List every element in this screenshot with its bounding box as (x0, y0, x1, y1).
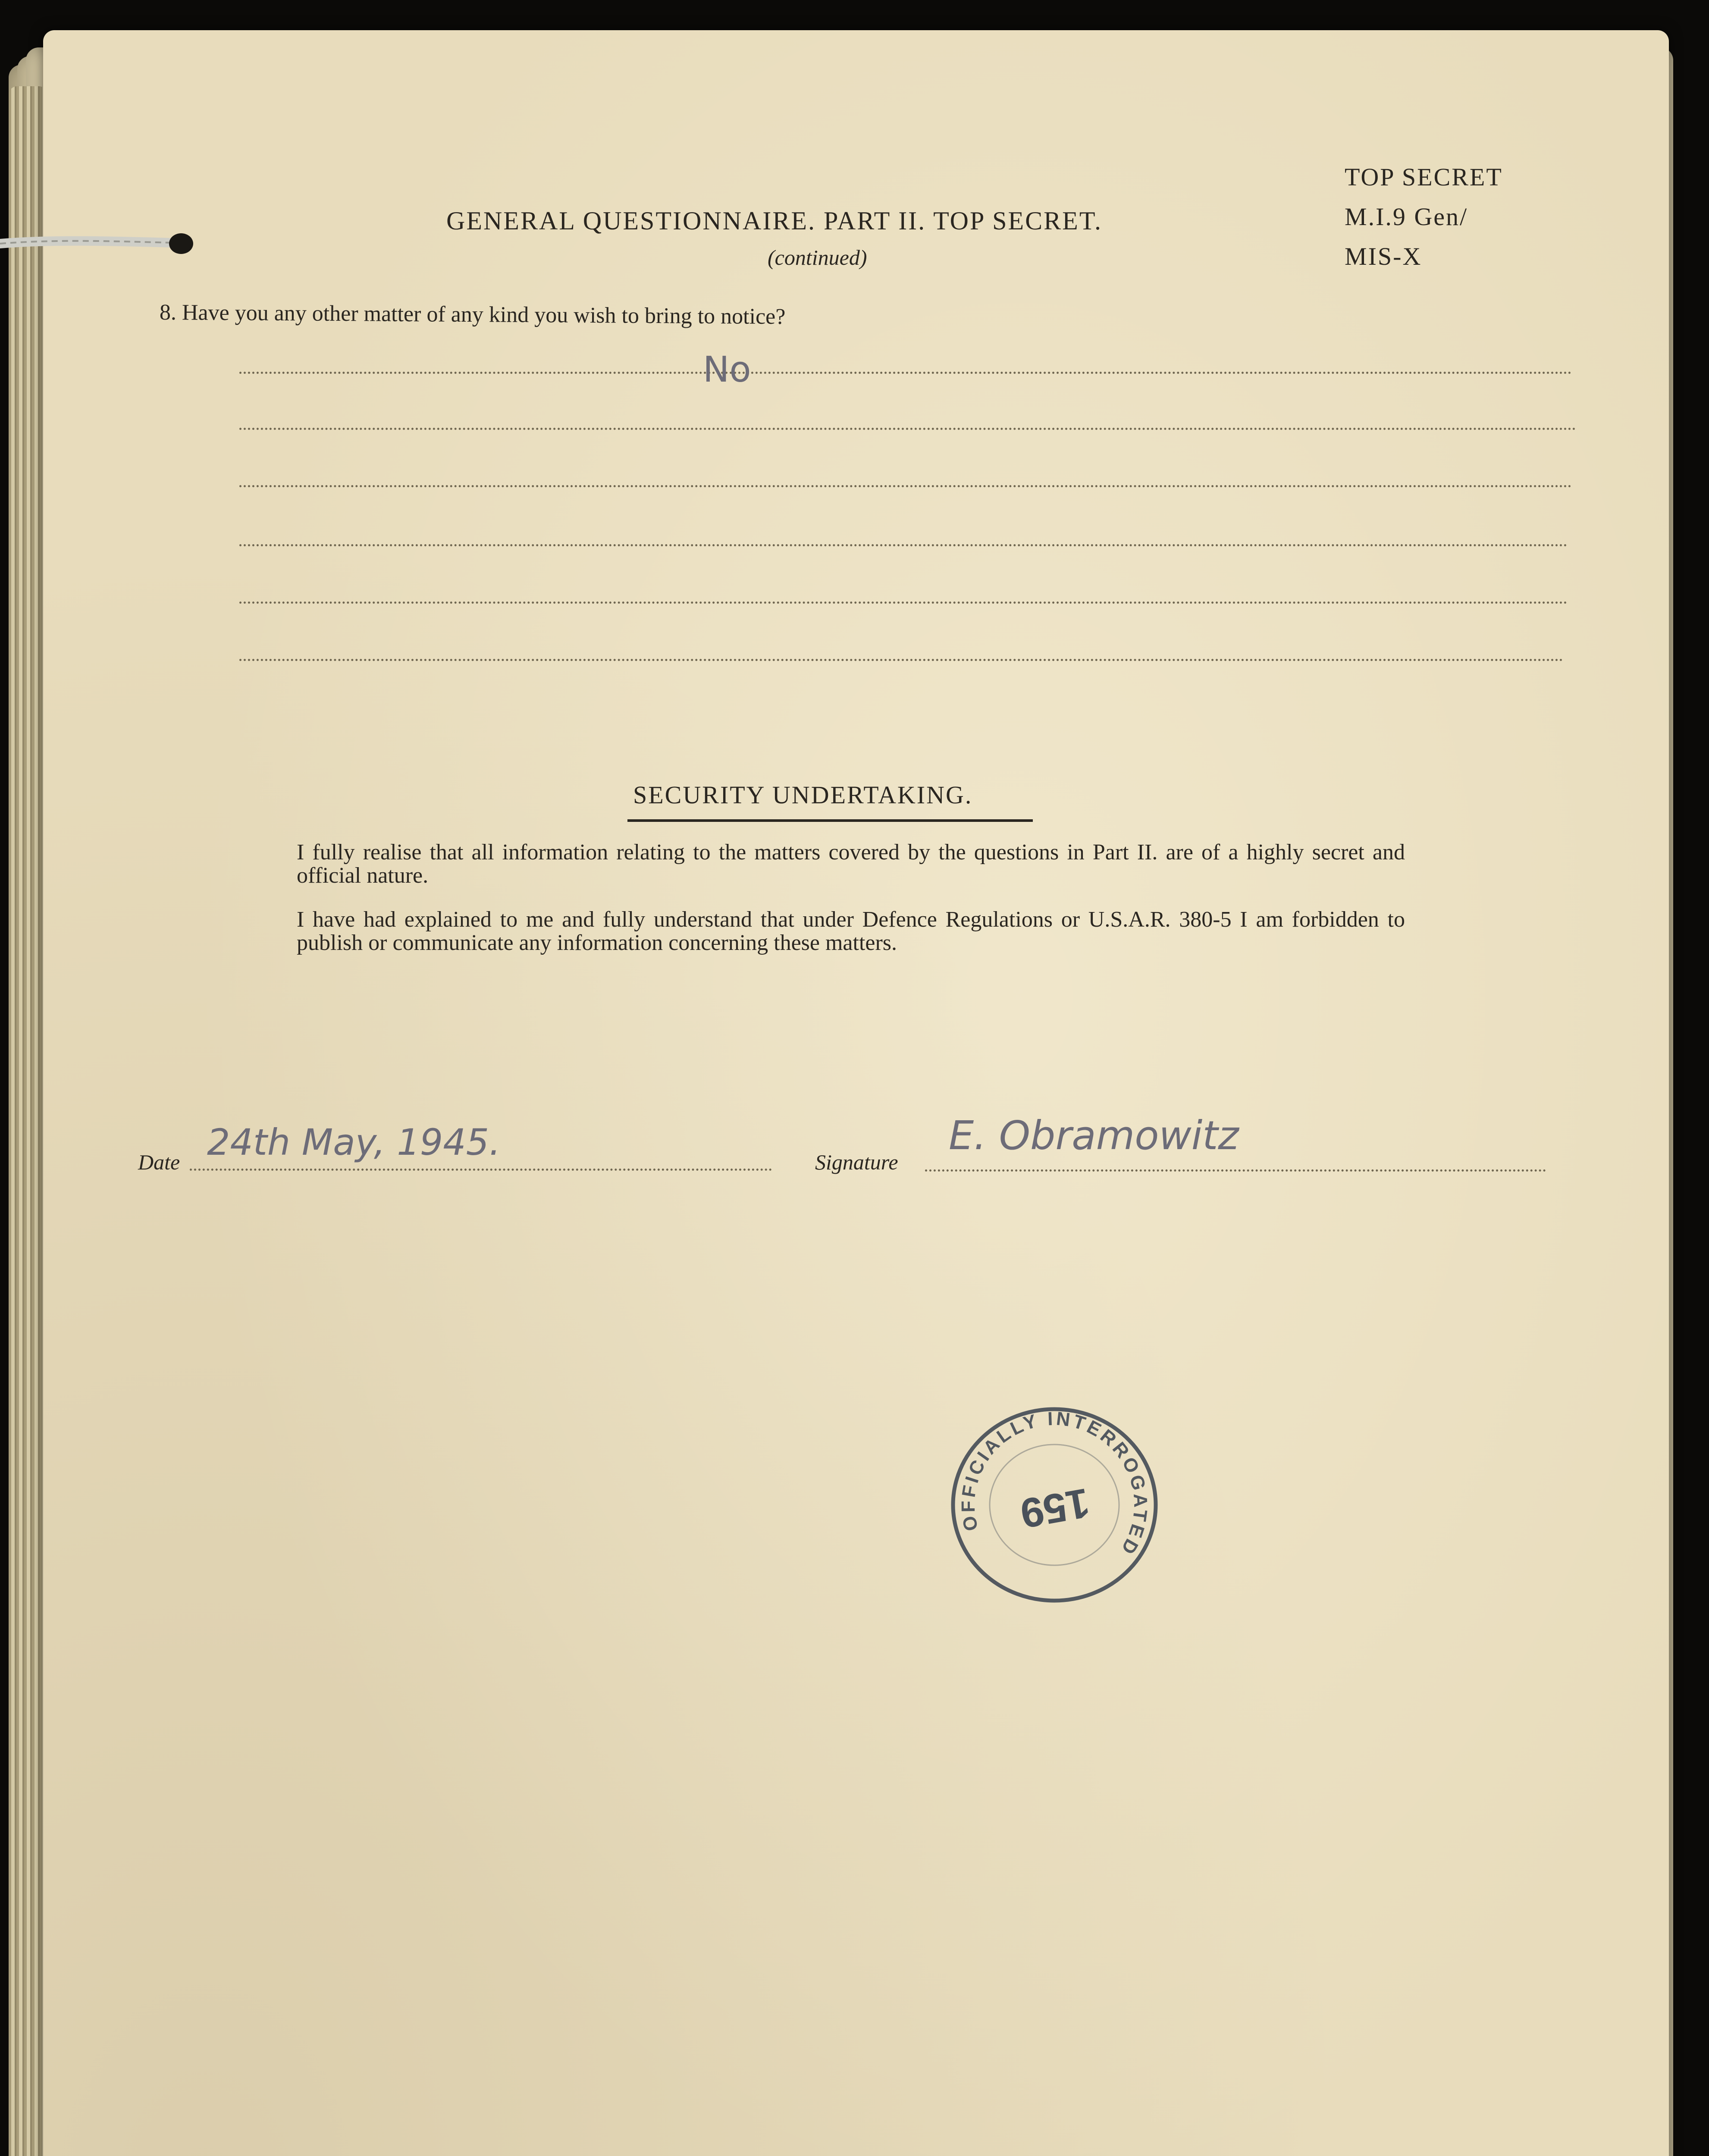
page-edges (9, 86, 47, 2156)
handwritten-date: 24th May, 1945. (207, 1121, 501, 1163)
security-heading: SECURITY UNDERTAKING. (633, 781, 973, 809)
answer-line (239, 485, 1572, 487)
date-line (190, 1169, 772, 1171)
page-title: GENERAL QUESTIONNAIRE. PART II. TOP SECRET. (446, 207, 1103, 235)
handwritten-signature: E. Obramowitz (949, 1112, 1239, 1159)
signature-label: Signature (815, 1150, 898, 1174)
page-subtitle: (continued) (768, 245, 867, 270)
stamp-lettering: OFFICIALLY INTERROGATED (957, 1408, 1151, 1560)
signature-line (925, 1169, 1546, 1172)
date-label: Date (138, 1150, 180, 1174)
heading-underline (627, 819, 1033, 822)
interrogated-stamp (940, 1397, 1169, 1613)
handwritten-answer: No (703, 349, 751, 390)
security-paragraph: I have had explained to me and fully understand that under Defence Regulations or U.S.A.R. 380-5 I am forbidden to publish or communicate any information concerning these matters. (297, 907, 1405, 955)
questionnaire-page (43, 30, 1669, 2156)
question-8: 8. Have you any other matter of any kind you wish to bring to notice? (159, 300, 786, 329)
answer-line (239, 602, 1568, 604)
binding-string (0, 231, 194, 257)
answer-line (239, 659, 1563, 661)
answer-line (239, 372, 1572, 374)
security-paragraph: I fully realise that all information relating to the matters covered by the questions in Part II. are of a highly secret and official nature. (297, 840, 1405, 888)
stamp-number: 159 (1017, 1479, 1093, 1537)
answer-line (239, 544, 1568, 546)
classification-line: M.I.9 Gen/ (1345, 203, 1468, 231)
show-through-text (431, 1953, 440, 1979)
classification-block (1345, 157, 1503, 276)
answer-line (239, 428, 1576, 430)
classification-line: TOP SECRET (1345, 163, 1503, 191)
classification-line: MIS-X (1345, 242, 1422, 270)
